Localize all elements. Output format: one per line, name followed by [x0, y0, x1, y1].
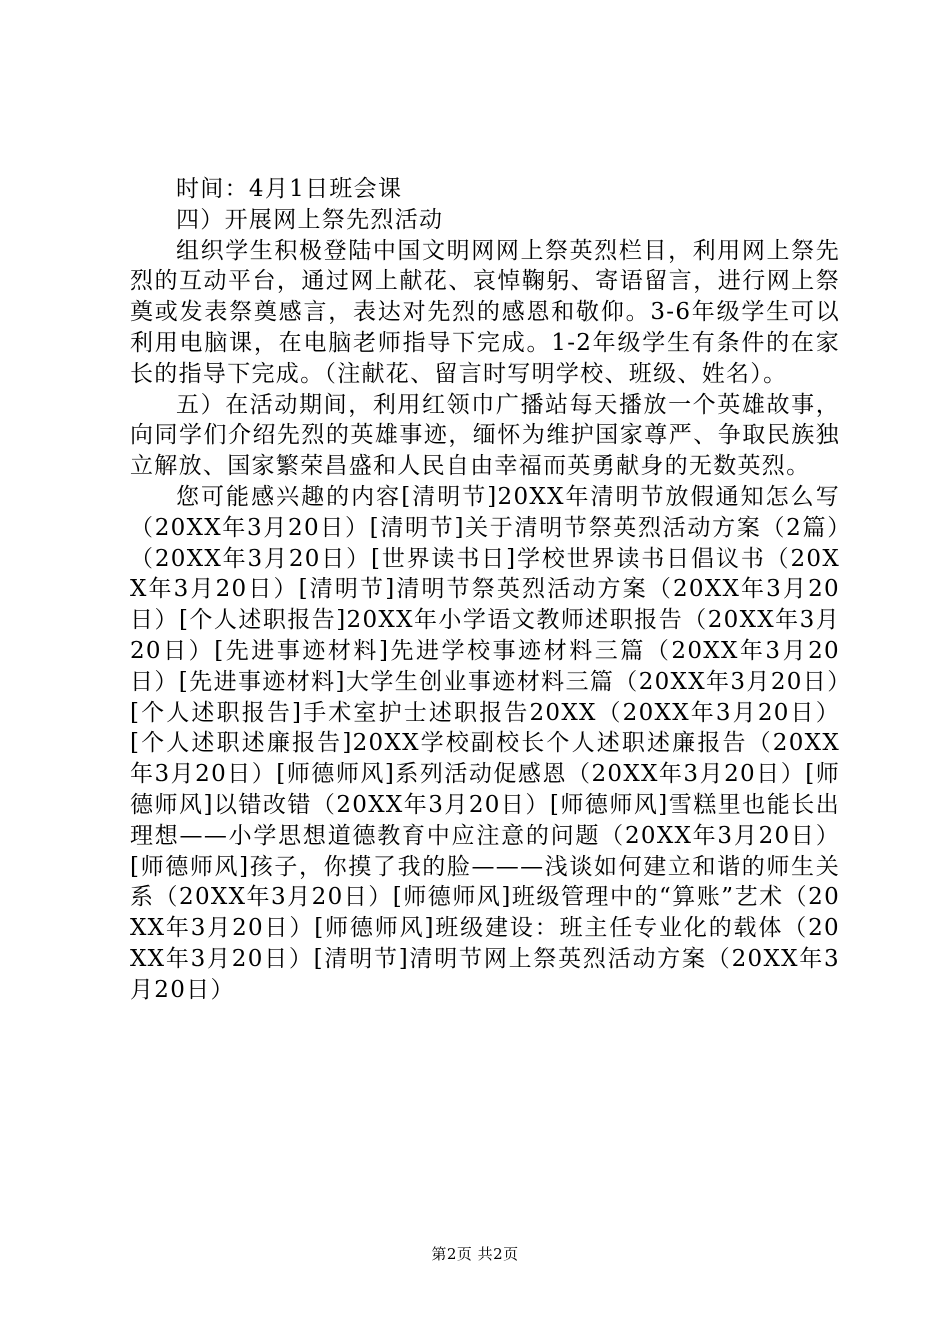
page-footer: 第2页 共2页: [431, 1245, 519, 1263]
paragraph-online-memorial: 组织学生积极登陆中国文明网网上祭英烈栏目，利用网上祭先烈的互动平台，通过网上献花、哀悼鞠躬、寄语留言，进行网上祭奠或发表祭奠感言，表达对先烈的感恩和敬仰。3-6年级学生可以利用电脑课，在电脑老师指导下完成。1-2年级学生有条件的在家长的指导下完成。（注献花、留言时写明学校、班级、姓名）。: [130, 237, 840, 387]
paragraph-section-five: 五）在活动期间，利用红领巾广播站每天播放一个英雄故事，向同学们介绍先烈的英雄事迹，缅怀为维护国家尊严、争取民族独立解放、国家繁荣昌盛和人民自由幸福而英勇献身的无数英烈。: [130, 391, 840, 480]
paragraph-time: 时间：4月1日班会课: [176, 176, 403, 202]
paragraph-section-four-heading: 四）开展网上祭先烈活动: [176, 206, 444, 233]
document-body: [130, 174, 840, 1006]
paragraph-related-content: 您可能感兴趣的内容[清明节]20XX年清明节放假通知怎么写（20XX年3月20日）[清明节]关于清明节祭英烈活动方案（2篇）（20XX年3月20日）[世界读书日]学校世界读书日倡议书（20XX年3月20日）[清明节]清明节祭英烈活动方案（20XX年3月20日）[个人述职报告]20XX年小学语文教师述职报告（20XX年3月20日）[先进事迹材料]先进学校事迹材料三篇（20XX年3月20日）[先进事迹材料]大学生创业事迹材料三篇（20XX年3月20日）[个人述职报告]手术室护士述职报告20XX（20XX年3月20日）[个人述职述廉报告]20XX学校副校长个人述职述廉报告（20XX年3月20日）[师德师风]系列活动促感恩（20XX年3月20日）[师德师风]以错改错（20XX年3月20日）[师德师风]雪糕里也能长出理想——小学思想道德教育中应注意的问题（20XX年3月20日）[师德师风]孩子，你摸了我的脸———浅谈如何建立和谐的师生关系（20XX年3月20日）[师德师风]班级管理中的“算账”艺术（20XX年3月20日）[师德师风]班级建设：班主任专业化的载体（20XX年3月20日）[清明节]清明节网上祭英烈活动方案（20XX年3月20日）: [130, 483, 840, 1003]
